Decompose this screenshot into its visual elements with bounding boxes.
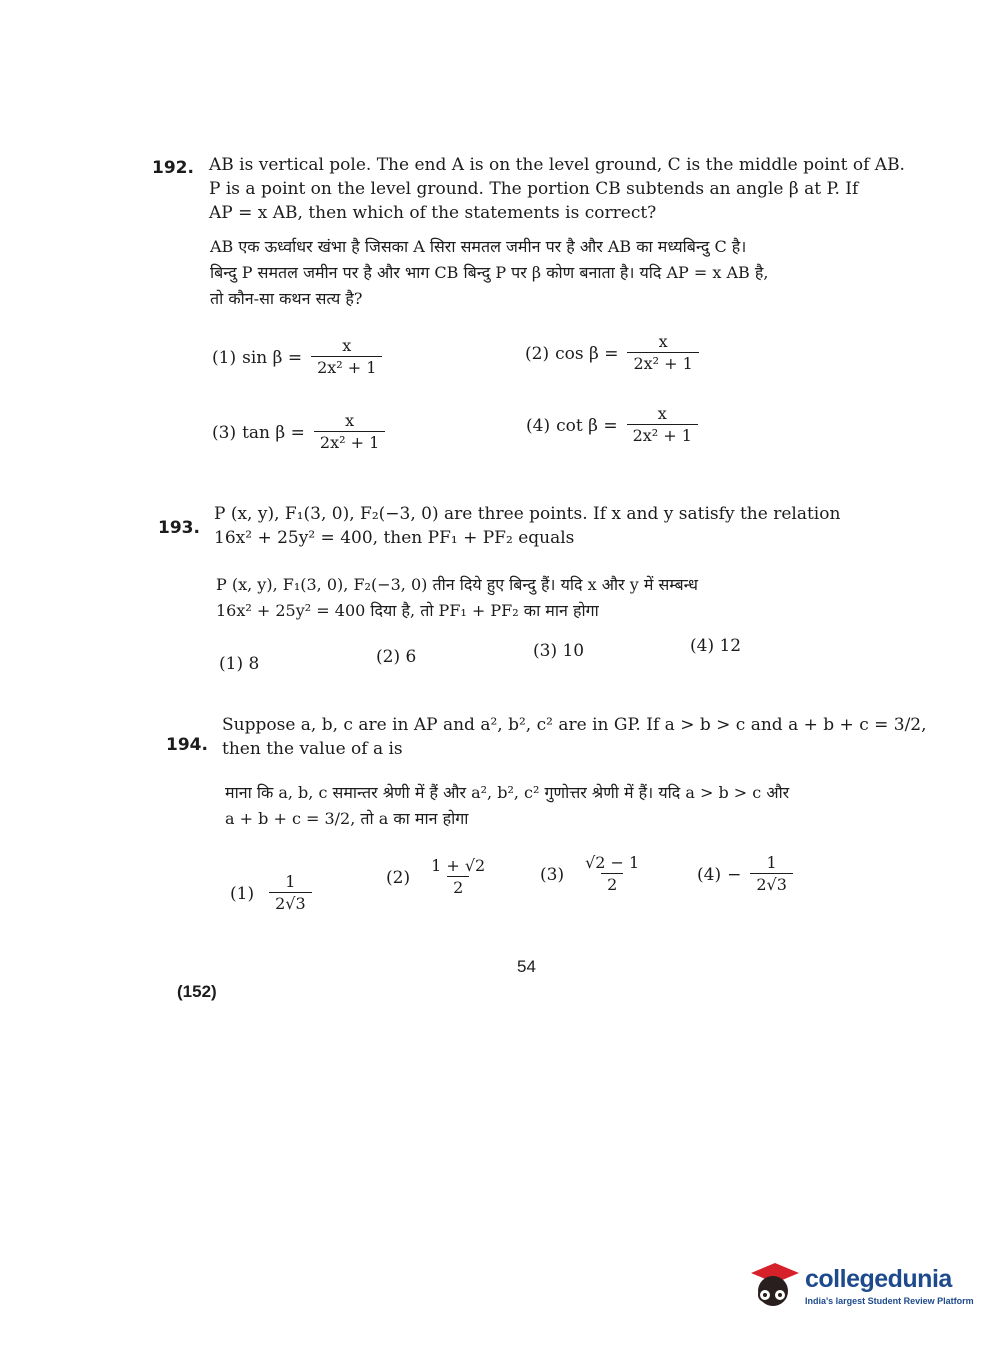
fraction — [425, 856, 491, 899]
fraction — [269, 872, 312, 915]
option-label: (1) — [230, 883, 255, 904]
fraction — [750, 853, 793, 896]
option-label: (2) — [525, 343, 550, 364]
option — [212, 411, 388, 454]
denominator: 2√3 — [750, 873, 793, 896]
option — [526, 404, 701, 447]
option-label: (4) — [526, 415, 551, 436]
fraction — [627, 404, 698, 447]
numerator: x — [657, 404, 667, 423]
denominator: 2 — [601, 873, 623, 896]
option-label: (4) — [697, 864, 722, 885]
question-text-en — [222, 713, 927, 761]
text-line: AP = x AB, then which of the statements is correct? — [209, 203, 657, 223]
text-line: 16x² + 25y² = 400 दिया है, तो PF₁ + PF₂ का मान होगा — [216, 601, 599, 620]
option: (3) 10 — [533, 641, 585, 661]
text-line: P (x, y), F₁(3, 0), F₂(−3, 0) तीन दिये हुए बिन्दु हैं। यदि x और y में सम्बन्ध — [216, 575, 698, 594]
text-line: AB is vertical pole. The end A is on the level ground, C is the middle point of AB. — [209, 155, 905, 175]
fraction — [311, 336, 382, 379]
denominator: 2x² + 1 — [314, 431, 385, 454]
option-sign: − — [727, 864, 742, 885]
option-label: (3) — [212, 422, 237, 443]
text-line: तो कौन-सा कथन सत्य है? — [210, 289, 363, 308]
text-line: AB एक ऊर्ध्वाधर खंभा है जिसका A सिरा समतल जमीन पर है और AB का मध्यबिन्दु C है। — [210, 237, 747, 256]
brand-tagline: India's largest Student Review Platform — [805, 1295, 974, 1306]
fraction — [314, 411, 385, 454]
denominator: 2x² + 1 — [311, 356, 382, 379]
numerator: 1 + √2 — [431, 856, 486, 875]
question-text-hi — [210, 234, 768, 312]
text-line: माना कि a, b, c समान्तर श्रेणी में हैं और a², b², c² गुणोत्तर श्रेणी में हैं। यदि a > b > c और — [225, 783, 790, 802]
text-line: Suppose a, b, c are in AP and a², b², c² are in GP. If a > b > c and a + b + c = 3/2, — [222, 715, 927, 735]
mascot-icon — [745, 1257, 801, 1313]
question-text-en — [214, 502, 840, 550]
document-number: (152) — [177, 982, 217, 1001]
page-number: 54 — [517, 957, 536, 976]
text-line: P is a point on the level ground. The portion CB subtends an angle β at P. If — [209, 179, 859, 199]
option: (4) 12 — [690, 636, 742, 656]
question-number: 194. — [166, 735, 208, 755]
option-label: (2) — [386, 867, 411, 888]
option — [697, 853, 796, 896]
option — [230, 872, 315, 915]
numerator: x — [342, 336, 352, 355]
question-text-hi — [225, 780, 789, 832]
option: (1) 8 — [219, 654, 260, 674]
denominator: 2x² + 1 — [627, 352, 698, 375]
option-label: (1) — [212, 347, 237, 368]
numerator: x — [345, 411, 355, 430]
question-text-en — [209, 153, 905, 225]
option — [212, 336, 385, 379]
option — [540, 853, 648, 896]
text-line: बिन्दु P समतल जमीन पर है और भाग CB बिन्दु P पर β कोण बनाता है। यदि AP = x AB है, — [210, 263, 769, 282]
option: (2) 6 — [376, 647, 417, 667]
option-label: (3) — [540, 864, 565, 885]
option — [386, 856, 494, 899]
fraction — [627, 332, 698, 375]
denominator: 2√3 — [269, 892, 312, 915]
text-line: then the value of a is — [222, 739, 403, 759]
option — [525, 332, 702, 375]
option-lhs: tan β = — [242, 422, 305, 443]
option-lhs: cot β = — [556, 415, 618, 436]
brand-logo — [745, 1250, 985, 1320]
option-lhs: sin β = — [242, 347, 303, 368]
question-number: 192. — [152, 158, 194, 178]
brand-name: collegedunia — [805, 1264, 952, 1293]
option-lhs: cos β = — [555, 343, 619, 364]
fraction — [579, 853, 645, 896]
denominator: 2 — [447, 876, 469, 899]
question-number: 193. — [158, 518, 200, 538]
numerator: 1 — [285, 872, 296, 891]
numerator: x — [658, 332, 668, 351]
brand-text — [805, 1265, 974, 1306]
denominator: 2x² + 1 — [627, 424, 698, 447]
text-line: a + b + c = 3/2, तो a का मान होगा — [225, 809, 469, 828]
text-line: 16x² + 25y² = 400, then PF₁ + PF₂ equals — [214, 528, 575, 548]
text-line: P (x, y), F₁(3, 0), F₂(−3, 0) are three points. If x and y satisfy the relation — [214, 504, 841, 524]
question-text-hi — [216, 572, 698, 624]
numerator: 1 — [766, 853, 777, 872]
numerator: √2 − 1 — [585, 853, 640, 872]
